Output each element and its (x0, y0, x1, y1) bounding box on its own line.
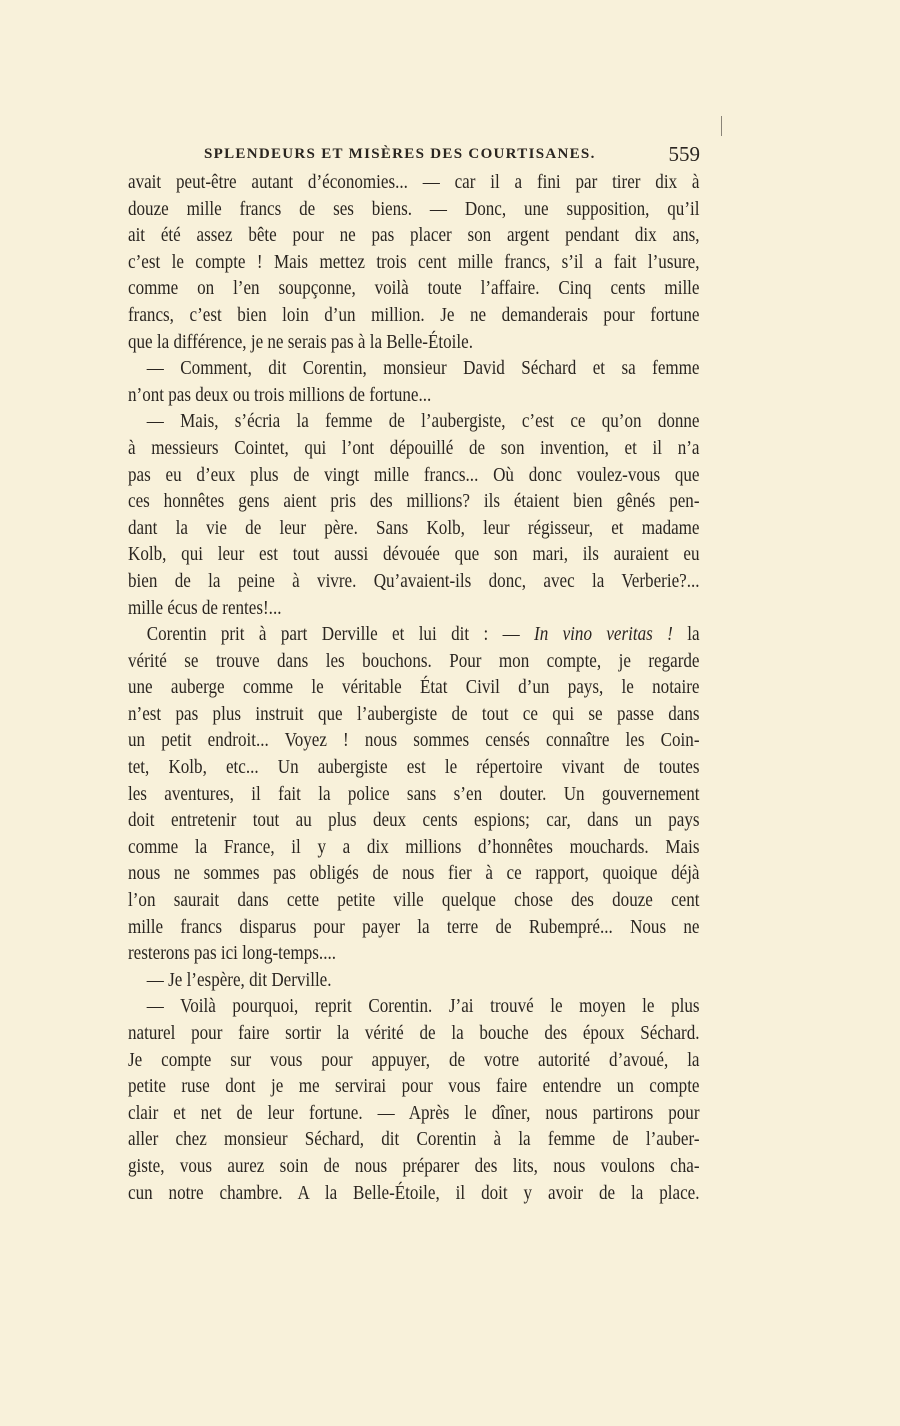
line-text: clair et net de leur fortune. — Après le dîner, nous partirons pour (128, 1101, 700, 1124)
line-text: Kolb, qui leur est tout aussi dévouée que son mari, ils auraient eu (128, 543, 700, 566)
line-text: un petit endroit... Voyez ! nous sommes censés connaître les Coin- (128, 729, 700, 752)
line-text: — Je l’espère, dit Derville. (146, 968, 332, 991)
text-line (128, 940, 700, 967)
text-line (128, 382, 700, 409)
line-text: pas eu d’eux plus de vingt mille francs... Où donc voulez-vous que (128, 463, 700, 486)
line-text: une auberge comme le véritable État Civil d’un pays, le notaire (128, 676, 700, 699)
text-line (128, 408, 700, 435)
text-line (128, 993, 700, 1020)
italic-phrase: In vino veritas ! (534, 623, 673, 646)
text-line (128, 302, 700, 329)
text-line (128, 674, 700, 701)
line-text: avait peut-être autant d’économies... — car il a fini par tirer dix à (128, 171, 700, 193)
text-line (128, 541, 700, 568)
text-line (128, 701, 700, 728)
text-line (128, 222, 700, 249)
text-line (128, 275, 700, 302)
line-text: n’est pas plus instruit que l’aubergiste de tout ce qui se passe dans (128, 702, 700, 725)
text-line (128, 621, 700, 648)
line-text: que la différence, je ne serais pas à la Belle-Étoile. (128, 330, 473, 353)
text-line (128, 727, 700, 754)
running-header (128, 144, 700, 168)
text-line (128, 249, 700, 276)
text-line (128, 329, 700, 356)
text-line (128, 355, 700, 382)
text-line (128, 1126, 700, 1153)
line-text: mille francs disparus pour payer la terre de Rubempré... Nous ne (128, 915, 700, 938)
line-text: nous ne sommes pas obligés de nous fier à ce rapport, quoique déjà (128, 862, 700, 885)
text-line (128, 807, 700, 834)
line-text: n’ont pas deux ou trois millions de fortune... (128, 383, 432, 406)
line-text: doit entretenir tout au plus deux cents espions; car, dans un pays (128, 809, 700, 832)
text-line (128, 781, 700, 808)
text-line (128, 834, 700, 861)
text-line (128, 595, 700, 622)
line-text: l’on saurait dans cette petite ville quelque chose des douze cent (128, 889, 700, 912)
line-text: vérité se trouve dans les bouchons. Pour mon compte, je regarde (128, 649, 700, 672)
text-line (128, 1180, 700, 1207)
line-text: c’est le compte ! Mais mettez trois cent mille francs, s’il a fait l’usure, (128, 250, 700, 273)
line-text: petite ruse dont je me servirai pour vous faire entendre un compte (128, 1075, 700, 1098)
line-text: resterons pas ici long-temps.... (128, 942, 336, 965)
line-text: — Mais, s’écria la femme de l’aubergiste, c’est ce qu’on donne (146, 410, 700, 433)
line-text: cun notre chambre. A la Belle-Étoile, il doit y avoir de la place. (128, 1181, 700, 1204)
text-line (128, 435, 700, 462)
text-line (128, 648, 700, 675)
line-text: aller chez monsieur Séchard, dit Corentin à la femme de l’auber- (128, 1128, 700, 1151)
scan-margin-mark (721, 116, 722, 136)
line-text: — Voilà pourquoi, reprit Corentin. J’ai trouvé le moyen le plus (146, 995, 700, 1018)
text-line (128, 169, 700, 196)
line-text: les aventures, il fait la police sans s’en douter. Un gouvernement (128, 782, 700, 805)
line-text: — Comment, dit Corentin, monsieur David Séchard et sa femme (146, 357, 700, 380)
line-text: ces honnêtes gens aient pris des millions? ils étaient bien gênés pen- (128, 490, 700, 513)
line-text: Corentin prit à part Derville et lui dit : — (146, 623, 535, 646)
line-text: douze mille francs de ses biens. — Donc, une supposition, qu’il (128, 197, 700, 220)
text-line (128, 488, 700, 515)
line-text: comme la France, il y a dix millions d’honnêtes mouchards. Mais (128, 835, 700, 858)
line-text: tet, Kolb, etc... Un aubergiste est le répertoire vivant de toutes (128, 756, 700, 779)
line-text: Je compte sur vous pour appuyer, de votre autorité d’avoué, la (128, 1048, 700, 1071)
page-number: 559 (668, 142, 700, 166)
text-line (128, 860, 700, 887)
line-text: naturel pour faire sortir la vérité de la bouche des époux Séchard. (128, 1022, 700, 1044)
running-title: SPLENDEURS ET MISÈRES DES COURTISANES. (204, 146, 596, 162)
line-text: à messieurs Cointet, qui l’ont dépouillé de son invention, et il n’a (128, 436, 700, 459)
text-line (128, 1100, 700, 1127)
body-text (128, 169, 700, 1206)
text-line (128, 196, 700, 223)
line-text: comme on l’en soupçonne, voilà toute l’affaire. Cinq cents mille (128, 277, 700, 300)
text-line (128, 1020, 700, 1047)
text-line (128, 754, 700, 781)
line-text: mille écus de rentes!... (128, 596, 282, 619)
line-text: francs, c’est bien loin d’un million. Je ne demanderais pour fortune (128, 303, 700, 326)
text-line (128, 967, 700, 994)
line-text: dant la vie de leur père. Sans Kolb, leur régisseur, et madame (128, 516, 700, 539)
text-line (128, 887, 700, 914)
text-line (128, 462, 700, 489)
text-line (128, 1047, 700, 1074)
line-text: la (672, 623, 700, 646)
text-line (128, 568, 700, 595)
text-line (128, 1073, 700, 1100)
text-line (128, 1153, 700, 1180)
line-text: giste, vous aurez soin de nous préparer des lits, nous voulons cha- (128, 1154, 700, 1177)
line-text: ait été assez bête pour ne pas placer son argent pendant dix ans, (128, 224, 700, 247)
text-line (128, 914, 700, 941)
text-line (128, 515, 700, 542)
line-text: bien de la peine à vivre. Qu’avaient-ils donc, avec la Verberie?... (128, 569, 700, 592)
